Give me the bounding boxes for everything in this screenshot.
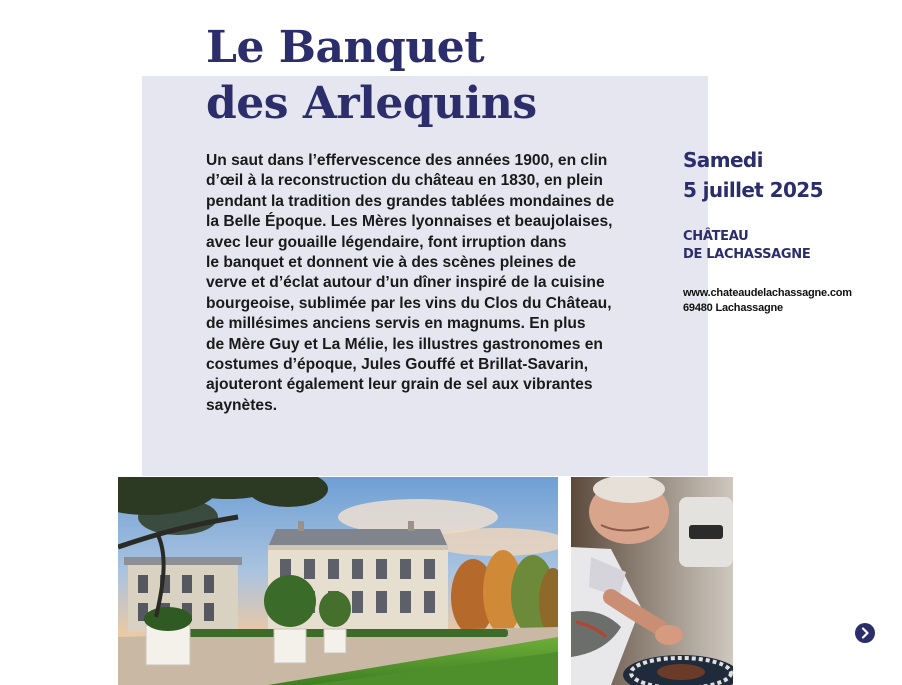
venue-name: [683, 228, 810, 264]
description-line: Un saut dans l’effervescence des années 1900, en clin: [206, 152, 608, 169]
description-line: bourgeoise, sublimée par les vins du Clos du Château,: [206, 294, 612, 312]
venue-line-1: CHÂTEAU: [683, 229, 749, 244]
castle-photo: [118, 477, 558, 685]
chevron-right-icon: [855, 623, 875, 643]
event-description: [206, 151, 646, 416]
page-title: [206, 20, 537, 132]
venue-line-2: DE LACHASSAGNE: [683, 247, 811, 262]
description-line: de Mère Guy et La Mélie, les illustres gastronomes en: [206, 335, 603, 353]
title-line-2: des Arlequins: [206, 78, 537, 129]
description-line: verve et d’éclat autour d’un dîner inspiré de la cuisine: [206, 274, 605, 292]
venue-contact: [683, 286, 852, 316]
description-line: de millésimes anciens servis en magnums. En plus: [206, 315, 586, 333]
event-day: Samedi: [683, 148, 763, 172]
venue-address: 69480 Lachassagne: [683, 302, 783, 314]
event-full-date: 5 juillet 2025: [683, 178, 823, 202]
description-line: saynètes.: [206, 396, 278, 414]
chef-photo: [571, 477, 733, 685]
description-line: ajouteront également leur grain de sel aux vibrantes: [206, 376, 593, 394]
description-line: d’œil à la reconstruction du château en 1830, en plein: [206, 172, 603, 190]
next-page-button[interactable]: [855, 623, 875, 643]
description-line: avec leur gouaille légendaire, font irruption dans: [206, 233, 567, 251]
event-date: [683, 145, 823, 205]
description-line: pendant la tradition des grandes tablées mondaines de: [206, 192, 615, 210]
description-line: le banquet et donnent vie à des scènes pleines de: [206, 254, 577, 272]
description-line: costumes d’époque, Jules Gouffé et Brillat-Savarin,: [206, 356, 589, 374]
title-line-1: Le Banquet: [206, 22, 485, 73]
description-line: la Belle Époque. Les Mères lyonnaises et beaujolaises,: [206, 213, 613, 231]
venue-website[interactable]: www.chateaudelachassagne.com: [683, 287, 852, 299]
